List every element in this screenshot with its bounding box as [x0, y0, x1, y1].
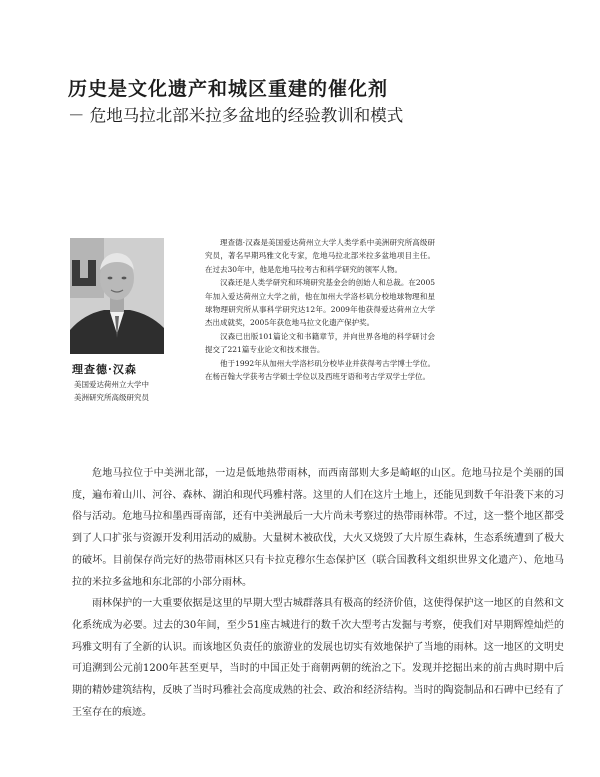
author-affiliation-line: 美国爱达荷州立大学中: [74, 380, 149, 389]
author-affiliation: [74, 378, 194, 404]
author-bio: [205, 236, 435, 383]
article-subtitle: － 危地马拉北部米拉多盆地的经验教训和模式: [68, 106, 404, 125]
bio-paragraph: 汉森已出版101篇论文和书籍章节，并向世界各地的科学研讨会提交了221篇专业论文和技术报告。: [205, 331, 435, 355]
article-body: [72, 463, 564, 723]
article-title: 历史是文化遗产和城区重建的催化剂: [68, 78, 389, 100]
author-portrait-image: [70, 238, 164, 354]
body-paragraph: 危地马拉位于中美洲北部，一边是低地热带雨林，而西南部则大多是崎岖的山区。危地马拉是个美丽的国度，遍布着山川、河谷、森林、湖泊和现代玛雅村落。这里的人们在这片土地上，还能见到数千年沿袭下来的习俗与活动。危地马拉和墨西哥南部，还有中美洲最后一大片尚未考察过的热带雨林带。不过，这一整个地区都受到了人口扩张与资源开发利用活动的威胁。大量树木被砍伐，大火又烧毁了大片原生森林，生态系统遭到了极大的破坏。目前保存尚完好的热带雨林区只有卡拉克穆尔生态保护区（联合国教科文组织世界文化遗产）、危地马拉的米拉多盆地和东北部的小部分雨林。: [72, 468, 564, 588]
bio-paragraph: 理查德·汉森是美国爱达荷州立大学人类学系中美洲研究所高级研究员，著名早期玛雅文化专家，危地马拉北部米拉多盆地项目主任。在过去30年中，他是危地马拉考古和科学研究的领军人物。: [205, 238, 435, 274]
bio-paragraph: 他于1992年从加州大学洛杉矶分校毕业并获得考古学博士学位。在杨百翰大学获考古学硕士学位以及西班牙语和考古学双学士学位。: [205, 358, 435, 382]
author-name: 理查德·汉森: [72, 363, 137, 376]
body-paragraph: 雨林保护的一大重要依据是这里的早期大型古城群落具有极高的经济价值，这使得保护这一地区的自然和文化系统成为必要。过去的30年间，至少51座古城进行的数千次大型考古发掘与考察，使我们对早期辉煌灿烂的玛雅文明有了全新的认识。而该地区负责任的旅游业的发展也切实有效地保护了当地的雨林。这一地区的文明史可追溯到公元前1200年甚至更早，当时的中国正处于商朝两朝的统治之下。发现并挖掘出来的前古典时期中后期的精妙建筑结构，反映了当时玛雅社会高度成熟的社会、政治和经济结构。当时的陶瓷制品和石碑中已经有了王室存在的痕迹。: [72, 598, 564, 718]
author-affiliation-line: 美洲研究所高级研究员: [74, 393, 149, 402]
bio-paragraph: 汉森还是人类学研究和环境研究基金会的创始人和总裁。在2005年加入爱达荷州立大学之前，他在加州大学洛杉矶分校地球物理和星球物理研究所从事科学研究达12年。2009年他获得爱达荷州立大学杰出成就奖，2005年获危地马拉文化遗产保护奖。: [205, 278, 435, 328]
author-photo: [70, 238, 164, 354]
